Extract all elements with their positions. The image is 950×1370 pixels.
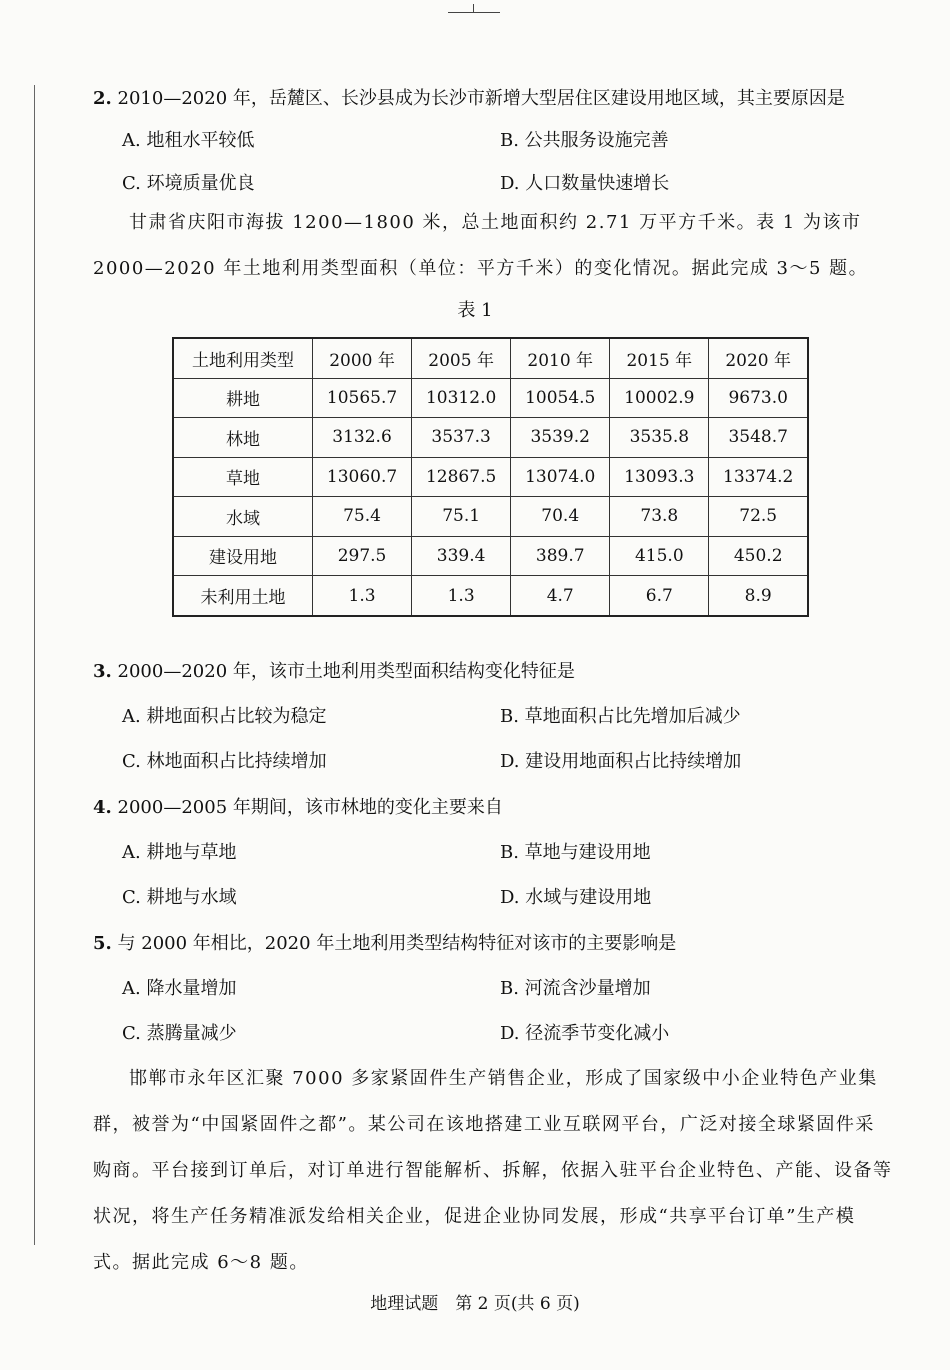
q5-option-d: D. 径流季节变化减小 <box>500 1023 670 1044</box>
question-5-text: 与 2000 年相比，2020 年土地利用类型结构特征对该市的主要影响是 <box>117 933 677 954</box>
table-header-row <box>173 338 808 378</box>
table-cell: 10312.0 <box>412 378 511 417</box>
table-cell: 389.7 <box>511 536 610 575</box>
table-header-cell: 土地利用类型 <box>173 338 313 378</box>
q5-option-c: C. 蒸腾量减少 <box>122 1023 237 1044</box>
question-2-number: 2. <box>93 88 112 109</box>
question-4-text: 2000—2005 年期间，该市林地的变化主要来自 <box>117 797 503 818</box>
table-row <box>173 497 808 536</box>
q5-option-b: B. 河流含沙量增加 <box>500 978 651 999</box>
table-header-cell: 2015 年 <box>610 338 709 378</box>
table-cell: 9673.0 <box>709 378 808 417</box>
q3-option-a: A. 耕地面积占比较为稳定 <box>122 706 327 727</box>
table-cell: 13374.2 <box>709 457 808 496</box>
table-cell: 75.4 <box>313 497 412 536</box>
table-cell: 1.3 <box>313 576 412 616</box>
q3-option-d: D. 建设用地面积占比持续增加 <box>500 751 742 772</box>
q4-option-d: D. 水域与建设用地 <box>500 887 652 908</box>
question-5-stem <box>93 929 676 955</box>
table-cell: 339.4 <box>412 536 511 575</box>
question-4-number: 4. <box>93 797 112 818</box>
table-cell: 12867.5 <box>412 457 511 496</box>
table-cell: 4.7 <box>511 576 610 616</box>
binding-line <box>34 85 35 1245</box>
page-footer: 地理试题 第 2 页(共 6 页) <box>370 1294 580 1314</box>
q2-option-a: A. 地租水平较低 <box>122 130 255 151</box>
table-header-cell: 2010 年 <box>511 338 610 378</box>
table-cell: 13074.0 <box>511 457 610 496</box>
top-binding-mark <box>448 12 500 13</box>
land-use-table <box>172 337 809 617</box>
table-cell: 73.8 <box>610 497 709 536</box>
table-row <box>173 536 808 575</box>
table-row <box>173 576 808 616</box>
question-5-number: 5. <box>93 933 112 954</box>
table-caption: 表 1 <box>457 300 493 321</box>
table-cell: 13060.7 <box>313 457 412 496</box>
table-cell: 72.5 <box>709 497 808 536</box>
table-cell: 450.2 <box>709 536 808 575</box>
table-cell: 3535.8 <box>610 418 709 457</box>
q4-option-b: B. 草地与建设用地 <box>500 842 651 863</box>
table-cell: 耕地 <box>173 378 313 417</box>
question-2-stem <box>93 84 845 110</box>
table-cell: 建设用地 <box>173 536 313 575</box>
q2-option-c: C. 环境质量优良 <box>122 173 255 194</box>
table-cell: 草地 <box>173 457 313 496</box>
table-cell: 10002.9 <box>610 378 709 417</box>
table-cell: 8.9 <box>709 576 808 616</box>
table-cell: 6.7 <box>610 576 709 616</box>
table-cell: 10565.7 <box>313 378 412 417</box>
table-row <box>173 457 808 496</box>
table-header-cell: 2020 年 <box>709 338 808 378</box>
passage-1: 甘肃省庆阳市海拔 1200—1800 米，总土地面积约 2.71 万平方千米。表 1 为该市 2000—2020 年土地利用类型面积（单位：平方千米）的变化情况。据此完成 3～5 题。 <box>93 212 869 279</box>
q4-option-c: C. 耕地与水域 <box>122 887 237 908</box>
table-cell: 3539.2 <box>511 418 610 457</box>
table-header-cell: 2000 年 <box>313 338 412 378</box>
table-cell: 3537.3 <box>412 418 511 457</box>
table-cell: 3548.7 <box>709 418 808 457</box>
question-2-text: 2010—2020 年，岳麓区、长沙县成为长沙市新增大型居住区建设用地区域，其主要原因是 <box>117 88 845 109</box>
question-3-text: 2000—2020 年，该市土地利用类型面积结构变化特征是 <box>117 661 575 682</box>
q3-option-b: B. 草地面积占比先增加后减少 <box>500 706 741 727</box>
q5-option-a: A. 降水量增加 <box>122 978 237 999</box>
q4-option-a: A. 耕地与草地 <box>122 842 237 863</box>
q2-option-b: B. 公共服务设施完善 <box>500 130 669 151</box>
question-4-stem <box>93 793 503 819</box>
table-row <box>173 418 808 457</box>
table-cell: 70.4 <box>511 497 610 536</box>
table-cell: 1.3 <box>412 576 511 616</box>
table-header-cell: 2005 年 <box>412 338 511 378</box>
q3-option-c: C. 林地面积占比持续增加 <box>122 751 327 772</box>
table-cell: 10054.5 <box>511 378 610 417</box>
table-row <box>173 378 808 417</box>
q2-option-d: D. 人口数量快速增长 <box>500 173 670 194</box>
table-cell: 3132.6 <box>313 418 412 457</box>
question-3-number: 3. <box>93 661 112 682</box>
question-3-stem <box>93 657 575 683</box>
table-cell: 415.0 <box>610 536 709 575</box>
table-cell: 林地 <box>173 418 313 457</box>
passage-2: 邯郸市永年区汇聚 7000 多家紧固件生产销售企业，形成了国家级中小企业特色产业集群，被誉为“中国紧固件之都”。某公司在该地搭建工业互联网平台，广泛对接全球紧固件采购商。平台接到订单后，对订单进行智能解析、拆解，依据入驻平台企业特色、产能、设备等状况，将生产任务精准派发给相关企业，促进企业协同发展，形成“共享平台订单”生产模式。据此完成 6～8 题。 <box>93 1068 893 1273</box>
table-cell: 未利用土地 <box>173 576 313 616</box>
table-cell: 13093.3 <box>610 457 709 496</box>
table-cell: 水域 <box>173 497 313 536</box>
table-cell: 297.5 <box>313 536 412 575</box>
table-cell: 75.1 <box>412 497 511 536</box>
